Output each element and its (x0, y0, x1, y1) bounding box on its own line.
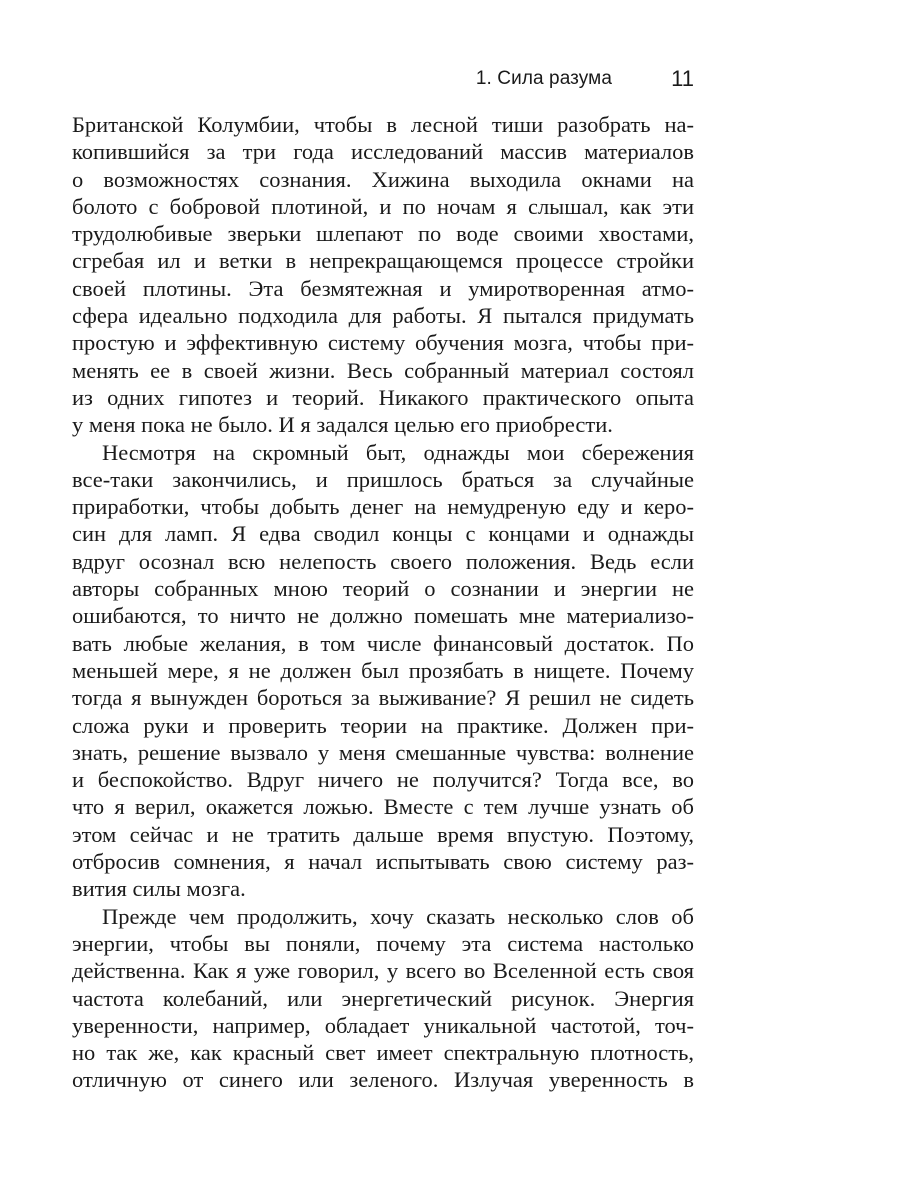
text-line: из одних гипотез и теорий. Никакого практического опыта (72, 384, 694, 410)
text-line: сфера идеально подходила для работы. Я пытался придумать (72, 303, 694, 329)
text-line: простую и эффективную систему обучения мозга, чтобы при- (72, 330, 694, 356)
text-line: частота колебаний, или энергетический рисунок. Энергия (72, 985, 694, 1011)
text-line: вать любые желания, в том числе финансовый достаток. По (72, 630, 694, 656)
page-number: 11 (671, 66, 694, 91)
text-line: этом сейчас и не тратить дальше время впустую. Поэтому, (72, 821, 694, 847)
text-line: о возможностях сознания. Хижина выходила окнами на (72, 166, 694, 192)
text-line: вития силы мозга. (72, 876, 246, 902)
text-line: все-таки закончились, и пришлось браться за случайные (72, 466, 694, 492)
text-line: и беспокойство. Вдруг ничего не получится? Тогда все, во (72, 767, 694, 793)
text-line: приработки, чтобы добыть денег на немудреную еду и керо- (72, 494, 694, 520)
text-line: Несмотря на скромный быт, однажды мои сбережения (102, 439, 694, 465)
text-line: копившийся за три года исследований массив материалов (72, 139, 694, 165)
text-line: но так же, как красный свет имеет спектральную плотность, (72, 1040, 694, 1066)
text-line: сложа руки и проверить теории на практике. Должен при- (72, 712, 694, 738)
text-line: тогда я вынужден бороться за выживание? Я решил не сидеть (72, 685, 694, 711)
text-line: у меня пока не было. И я задался целью его приобрести. (72, 412, 613, 438)
text-line: син для ламп. Я едва сводил концы с концами и однажды (72, 521, 694, 547)
text-line: своей плотины. Эта безмятежная и умиротворенная атмо- (72, 275, 694, 301)
body-text (72, 111, 694, 1094)
paragraph (72, 111, 694, 439)
text-line: что я верил, окажется ложью. Вместе с тем лучше узнать об (72, 794, 694, 820)
text-line: болото с бобровой плотиной, и по ночам я слышал, как эти (72, 193, 694, 219)
running-head (72, 66, 694, 94)
text-line: действенна. Как я уже говорил, у всего во Вселенной есть своя (72, 958, 694, 984)
text-line: ошибаются, то ничто не должно помешать мне материализо- (72, 603, 694, 629)
text-line: меньшей мере, я не должен был прозябать в нищете. Почему (72, 657, 694, 683)
text-line: уверенности, например, обладает уникальной частотой, точ- (72, 1012, 694, 1038)
text-line: Британской Колумбии, чтобы в лесной тиши разобрать на- (72, 112, 694, 137)
text-line: авторы собранных мною теорий о сознании и энергии не (72, 576, 694, 602)
text-line: вдруг осознал всю нелепость своего положения. Ведь если (72, 548, 694, 574)
chapter-title: 1. Сила разума (475, 68, 612, 89)
text-line: Прежде чем продолжить, хочу сказать несколько слов об (102, 903, 694, 929)
text-line: энергии, чтобы вы поняли, почему эта система настолько (72, 930, 694, 956)
text-line: знать, решение вызвало у меня смешанные чувства: волнение (72, 739, 694, 765)
text-line: отличную от синего или зеленого. Излучая уверенность в (72, 1067, 694, 1093)
text-line: трудолюбивые зверьки шлепают по воде своими хвостами, (72, 221, 694, 247)
paragraph (72, 439, 694, 903)
text-line: отбросив сомнения, я начал испытывать свою систему раз- (72, 849, 694, 875)
text-line: менять ее в своей жизни. Весь собранный материал состоял (72, 357, 694, 383)
paragraph (72, 903, 694, 1094)
text-line: сгребая ил и ветки в непрекращающемся процессе стройки (72, 248, 694, 274)
